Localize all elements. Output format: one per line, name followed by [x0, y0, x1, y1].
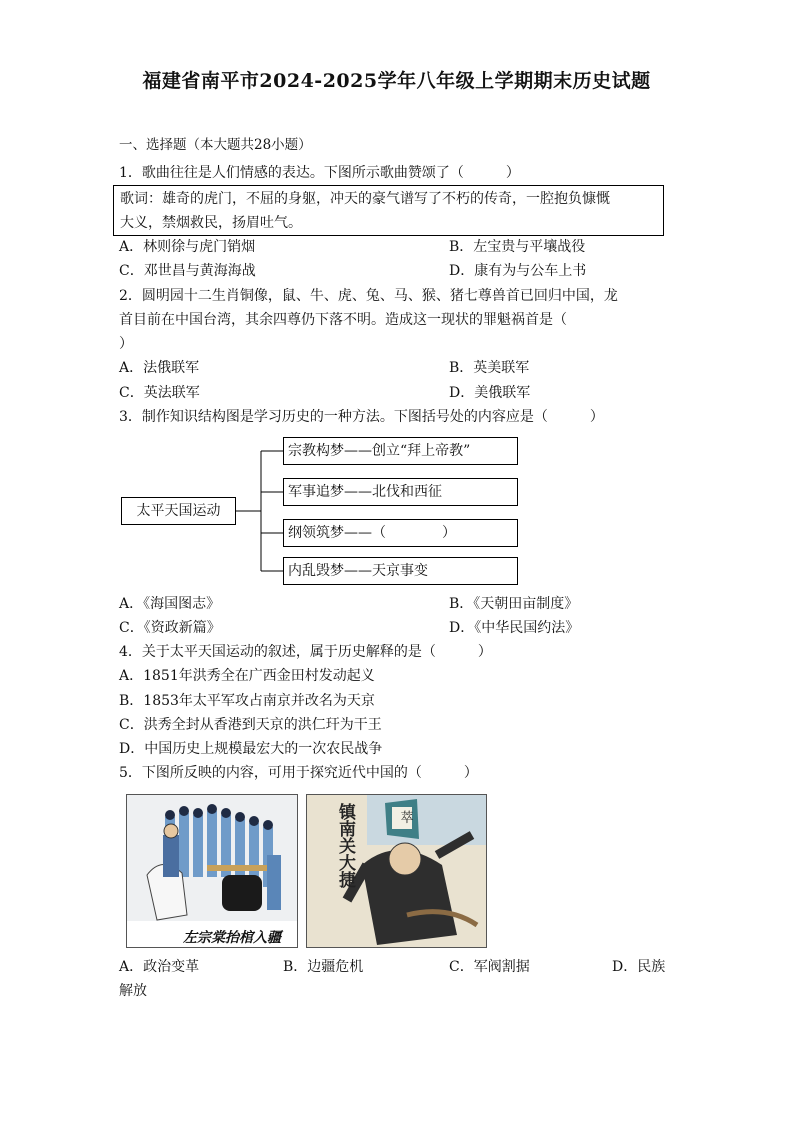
section-heading: 一、选择题（本大题共28小题） [119, 137, 312, 153]
q5-option-a[interactable]: A．政治变革 [119, 959, 200, 975]
q3-structure-diagram [119, 437, 524, 587]
q5-option-d-continued: 解放 [119, 983, 147, 999]
q5-option-b[interactable]: B．边疆危机 [283, 959, 364, 975]
diagram-main-node: 太平天国运动 [121, 497, 236, 525]
q1-lyric-line2: 大义，禁烟救民，扬眉吐气。 [120, 215, 302, 231]
q2-option-a[interactable]: A．法俄联军 [119, 360, 200, 376]
img1-caption: 左宗棠抬棺入疆 [183, 930, 281, 946]
q2-option-c[interactable]: C．英法联军 [119, 385, 200, 401]
q2-stem-line2: 首目前在中国台湾，其余四尊仍下落不明。造成这一现状的罪魁祸首是（ [119, 312, 567, 328]
q3-option-a[interactable]: A．《海国图志》 [119, 596, 221, 612]
q1-stem: 1．歌曲往往是人们情感的表达。下图所示歌曲赞颂了（ ） [119, 165, 520, 181]
q3-option-c[interactable]: C．《资政新篇》 [119, 620, 221, 636]
diagram-branch-conflict: 内乱毁梦——天京事变 [283, 557, 518, 585]
q5-option-d[interactable]: D．民族 [612, 959, 666, 975]
page-title: 福建省南平市2024-2025学年八年级上学期期末历史试题 [142, 70, 651, 92]
q2-stem-line1: 2．圆明园十二生肖铜像，鼠、牛、虎、兔、马、猴、猪七尊兽首已回归中国，龙 [119, 288, 618, 304]
q4-option-b[interactable]: B．1853年太平军攻占南京并改名为天京 [119, 693, 375, 709]
q1-lyric-line1: 歌词：雄奇的虎门，不屈的身躯，冲天的豪气谱写了不朽的传奇，一腔抱负慷慨 [120, 191, 610, 207]
q1-option-a[interactable]: A．林则徐与虎门销烟 [119, 239, 256, 255]
diagram-branch-military: 军事追梦——北伐和西征 [283, 478, 518, 506]
img2-caption: 镇南关大捷 [335, 803, 355, 888]
q4-option-a[interactable]: A．1851年洪秀全在广西金田村发动起义 [119, 668, 375, 684]
img2-flag-text: 萃 [400, 811, 414, 826]
q2-option-b[interactable]: B．英美联军 [449, 360, 530, 376]
q1-option-b[interactable]: B．左宝贵与平壤战役 [449, 239, 586, 255]
q3-option-d[interactable]: D．《中华民国约法》 [449, 620, 580, 636]
soldiers-crowd-graphic [127, 795, 298, 948]
q5-option-c[interactable]: C．军阀割据 [449, 959, 530, 975]
q1-lyric-box [113, 185, 664, 236]
diagram-branch-program: 纲领筑梦——（ ） [283, 519, 518, 547]
q2-option-d[interactable]: D．美俄联军 [449, 385, 531, 401]
q1-option-c[interactable]: C．邓世昌与黄海海战 [119, 263, 256, 279]
q3-stem: 3．制作知识结构图是学习历史的一种方法。下图括号处的内容应是（ ） [119, 409, 604, 425]
q3-option-b[interactable]: B．《天朝田亩制度》 [449, 596, 579, 612]
q2-stem-line3: ） [119, 336, 133, 352]
q4-option-d[interactable]: D．中国历史上规模最宏大的一次农民战争 [119, 741, 383, 757]
q5-stem: 5．下图所反映的内容，可用于探究近代中国的（ ） [119, 765, 478, 781]
zhennanguan-illustration [306, 794, 487, 948]
q4-option-c[interactable]: C．洪秀全封从香港到天京的洪仁玕为干王 [119, 717, 382, 733]
q1-option-d[interactable]: D．康有为与公车上书 [449, 263, 587, 279]
q4-stem: 4．关于太平天国运动的叙述，属于历史解释的是（ ） [119, 644, 492, 660]
diagram-branch-religion: 宗教构梦——创立“拜上帝教” [283, 437, 518, 465]
zuo-zongtang-illustration [126, 794, 298, 948]
